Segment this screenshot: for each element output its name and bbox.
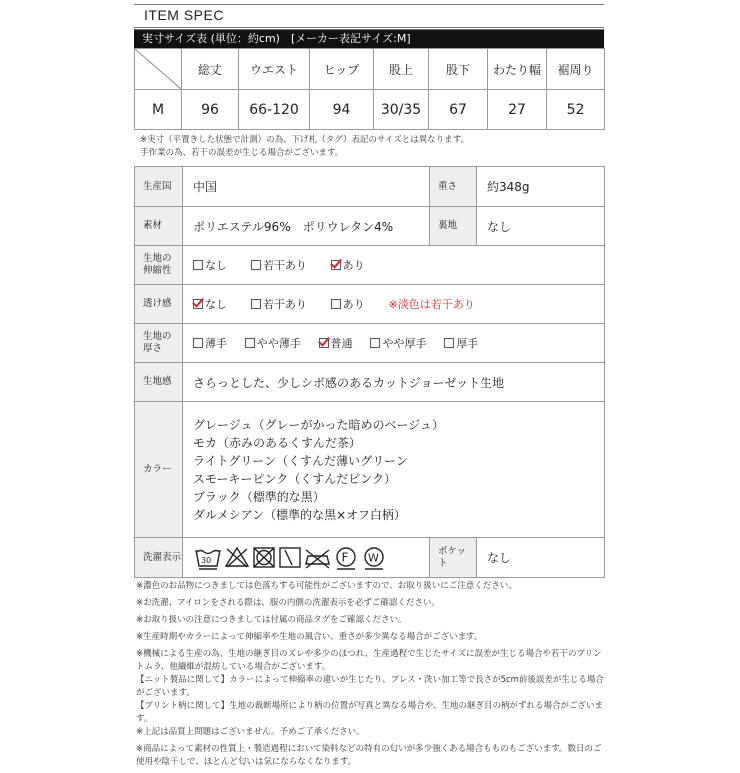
thickness-label-line: 生地の (143, 331, 172, 342)
spec-row-texture (135, 363, 605, 402)
spec-row-colors (135, 402, 605, 538)
thickness-label (135, 324, 183, 363)
material-value: ポリエステル96% ポリウレタン4% (183, 207, 430, 246)
note-item: ※上記は品質上問題はございません。予めご了承ください。 (136, 727, 365, 737)
header-title: ITEM SPEC (144, 7, 224, 23)
checkbox-icon (193, 338, 203, 348)
size-table (134, 48, 605, 130)
size-note-line: 手作業の為、若干の誤差が生じる場合がございます。 (140, 148, 344, 158)
col-header: ウエスト (239, 49, 310, 90)
stretch-label (135, 246, 183, 285)
size-cell: 96 (182, 90, 239, 130)
checkbox-icon (193, 260, 203, 270)
no-tumble-dry-icon (254, 548, 274, 567)
stretch-options (183, 246, 605, 285)
lining-value: なし (477, 207, 605, 246)
notes-section (136, 580, 606, 773)
note-item: ※お洗濯、アイロンをされる際は、服の内側の洗濯表示を必ずご確認ください。 (136, 598, 440, 608)
size-cell: 67 (429, 90, 488, 130)
wet-clean-w-icon (365, 548, 383, 569)
origin-label: 生産国 (135, 167, 183, 207)
note-item: 【プリント柄に関して】生地の裁断場所により柄の位置が写真と異なる場合や、生地の継ぎ目の柄がずれる場合がございます。 (136, 701, 603, 724)
checked-checkbox-icon (319, 338, 329, 348)
col-header: 股下 (429, 49, 488, 90)
color-item: ライトグリーン（くすんだ薄いグリーン (193, 453, 408, 468)
option-label: 厚手 (456, 337, 479, 350)
size-table-title: 実寸サイズ表 (単位：約cm) [メーカー表記サイズ:M] (134, 30, 604, 48)
no-bleach-icon (226, 548, 248, 567)
thickness-option (444, 335, 478, 351)
size-cell: 94 (310, 90, 374, 130)
checked-checkbox-icon (331, 260, 341, 270)
sheer-option (331, 296, 365, 312)
col-header: 裾周り (547, 49, 605, 90)
note-item: ※濃色のお品物につきましては色落ちする可能性がございますので、お取り扱いにご注意ください。 (136, 581, 517, 591)
wash-icons (183, 538, 430, 578)
thickness-option (319, 335, 353, 351)
header-top-rule (134, 4, 604, 5)
option-label: 若干あり (262, 259, 307, 272)
header-rule (134, 27, 604, 28)
spec-row-sheer (135, 285, 605, 324)
option-label: 普通 (330, 337, 353, 350)
sheer-option (251, 296, 307, 312)
sheer-label: 透け感 (135, 285, 183, 324)
note-item: ※お取り扱いの注意につきましては付属の商品タグをご確認ください。 (136, 615, 407, 625)
color-item: スモーキーピンク（くすんだピンク） (193, 471, 397, 486)
checked-checkbox-icon (193, 299, 203, 309)
color-item: ダルメシアン（標準的な黒×オフ白柄） (193, 507, 406, 522)
stretch-label-line: 生地の (143, 253, 172, 264)
size-row (135, 90, 605, 130)
size-corner-cell (135, 49, 182, 90)
spec-row-origin (135, 167, 605, 207)
color-list (183, 402, 605, 538)
spec-header (134, 4, 604, 30)
color-label: カラー (135, 402, 183, 538)
size-cell: 30/35 (374, 90, 429, 130)
option-label: 若干あり (262, 298, 307, 311)
pocket-value: なし (477, 538, 605, 578)
wash-30-icon (196, 550, 220, 569)
spec-row-thickness (135, 324, 605, 363)
stretch-option (193, 257, 227, 273)
spec-row-wash (135, 538, 605, 578)
thickness-option (193, 335, 227, 351)
thickness-options (183, 324, 605, 363)
color-item: ブラック（標準的な黒） (193, 489, 325, 504)
spec-row-stretch (135, 246, 605, 285)
lining-label: 裏地 (430, 207, 477, 246)
note-item: ※機械による生産の為、生地の継ぎ目のズレや多少のほつれ、生産過程で生じたサイズに誤差が生じる場合や若干のプリントムラ、他繊維が混紡している場合がございます。 (136, 649, 602, 672)
checkbox-icon (251, 299, 261, 309)
note-item: 【ニット製品に関して】カラーによって伸縮率の違いが生じたり、プレス・洗い加工等で長さが5cm前後誤差が生じる場合がございます。 (136, 675, 604, 698)
col-header: ヒップ (310, 49, 374, 90)
weight-label: 重さ (430, 167, 477, 207)
spec-row-material (135, 207, 605, 246)
checkbox-icon (370, 338, 380, 348)
color-item: グレージュ（グレーがかった暗めのベージュ） (193, 417, 445, 432)
pocket-label: ポケット (430, 538, 477, 578)
size-cell: 66-120 (239, 90, 310, 130)
option-label: なし (205, 259, 227, 272)
svg-text:F: F (341, 550, 349, 564)
size-header-row (135, 49, 605, 90)
iron-low-icon (306, 550, 329, 568)
sheer-warning: ※淡色は若干あり (388, 298, 475, 311)
stretch-label-line: 伸縮性 (143, 265, 172, 276)
size-cell: 52 (547, 90, 605, 130)
texture-label: 生地感 (135, 363, 183, 402)
weight-value: 約348g (477, 167, 605, 207)
size-cell: 27 (488, 90, 547, 130)
checkbox-icon (245, 338, 255, 348)
origin-value: 中国 (183, 167, 430, 207)
wash-label: 洗濯表示 (135, 538, 183, 578)
col-header: わたり幅 (488, 49, 547, 90)
texture-value: さらっとした、少しシボ感のあるカットジョーゼット生地 (183, 363, 605, 402)
stretch-option (251, 257, 307, 273)
svg-text:W: W (368, 551, 379, 564)
col-header: 股上 (374, 49, 429, 90)
option-label: やや厚手 (382, 337, 427, 350)
dry-clean-f-icon (337, 548, 355, 569)
stretch-option (331, 257, 365, 273)
spec-table (134, 166, 605, 578)
col-header: 総丈 (182, 49, 239, 90)
checkbox-icon (251, 260, 261, 270)
option-label: やや薄手 (256, 337, 301, 350)
color-item: モカ（赤みのあるくすんだ茶） (193, 435, 362, 450)
checkbox-icon (331, 299, 341, 309)
checkbox-icon (444, 338, 454, 348)
size-label: M (135, 90, 182, 130)
size-note-line: ※実寸（平置きした状態で計測）の為、下げ札（タグ）表記のサイズとは異なります。 (140, 135, 470, 145)
note-item: ※商品によって素材の性質上・製造過程において染料などの特有の匂いが多少強くある場合もものもございます。数日のご使用や陰干しで、ほとんど匂いは気にならなくなります。 (136, 744, 602, 767)
note-item: ※生産時期やカラーによって伸縮率や生地の風合い、重さが多少異なる場合がございます。 (136, 632, 483, 642)
material-label: 素材 (135, 207, 183, 246)
option-label: 薄手 (205, 337, 227, 350)
svg-text:30: 30 (201, 555, 212, 565)
wash-symbols (193, 545, 403, 571)
line-dry-icon (280, 548, 300, 567)
sheer-option (193, 296, 227, 312)
thickness-label-line: 厚さ (143, 343, 163, 354)
size-note (140, 134, 469, 160)
option-label: あり (342, 259, 365, 272)
option-label: あり (342, 298, 365, 311)
sheer-options (183, 285, 605, 324)
option-label: なし (205, 298, 227, 311)
thickness-option (245, 335, 301, 351)
thickness-option (370, 335, 426, 351)
